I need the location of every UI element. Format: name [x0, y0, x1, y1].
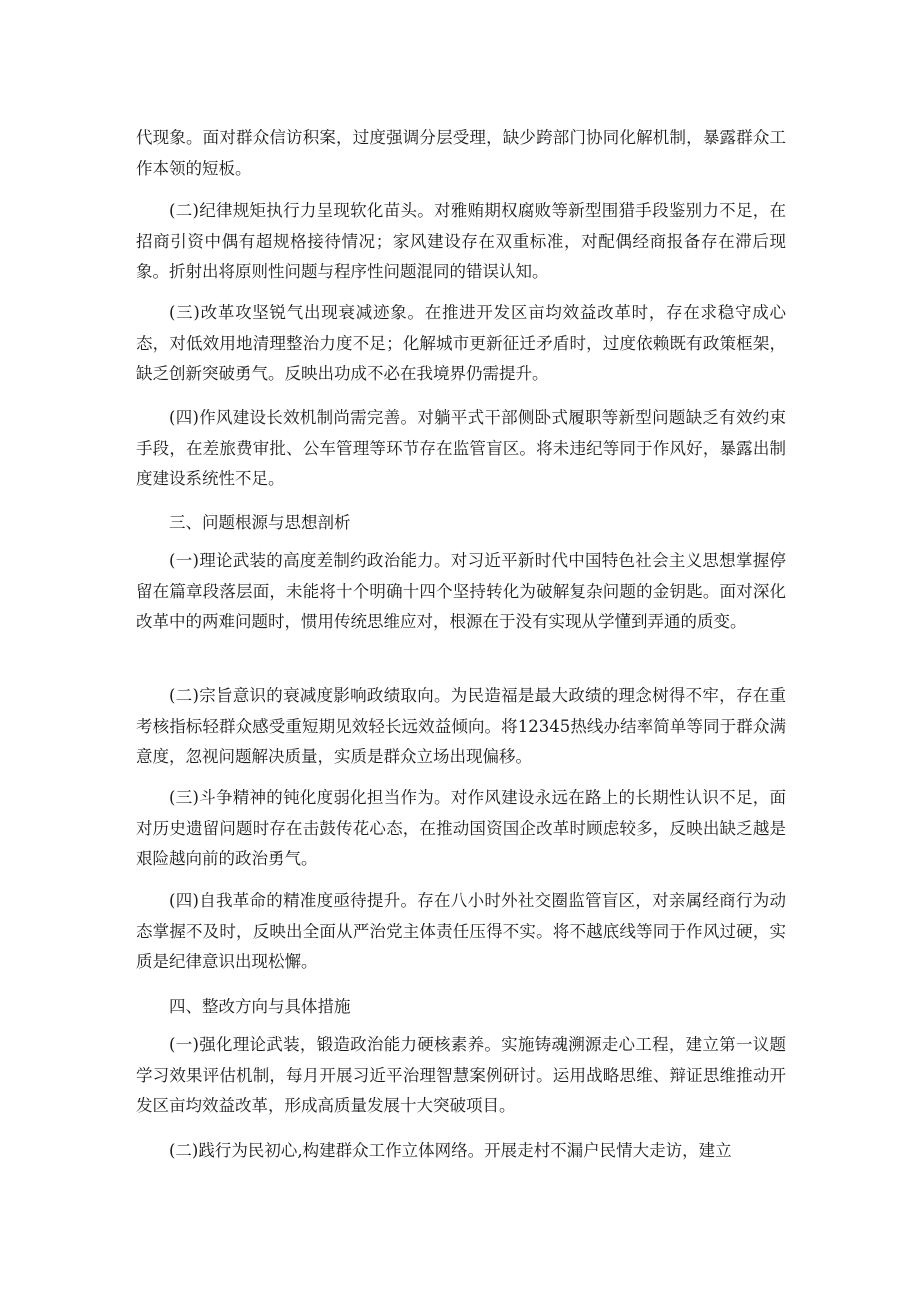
paragraph-purpose: (二)宗旨意识的衰减度影响政绩取向。为民造福是最大政绩的理念树得不牢，存在重考核指标轻群众感受重短期见效轻长远效益倾向。将12345热线办结率简单等同于群众满意度，忽视问题解决质量，实质是群众立场出现偏移。: [136, 686, 786, 766]
section-heading-3: 三、问题根源与思想剖析: [169, 513, 351, 532]
paragraph-theory-measures: (一)强化理论武装，锻造政治能力硬核素养。实施铸魂溯源走心工程，建立第一议题学习效果评估机制，每月开展习近平治理智慧案例研讨。运用战略思维、辩证思维推动开发区亩均效益改革，形成高质量发展十大突破项目。: [136, 1035, 786, 1115]
paragraph-continuation: 代现象。面对群众信访积案，过度强调分层受理，缺少跨部门协同化解机制，暴露群众工作本领的短板。: [136, 128, 786, 178]
paragraph-style-mechanism: (四)作风建设长效机制尚需完善。对躺平式干部侧卧式履职等新型问题缺乏有效约束手段，在差旅费审批、公车管理等环节存在监管盲区。将未违纪等同于作风好，暴露出制度建设系统性不足。: [136, 408, 786, 488]
paragraph-struggle: (三)斗争精神的钝化度弱化担当作为。对作风建设永远在路上的长期性认识不足，面对历史遗留问题时存在击鼓传花心态，在推动国资国企改革时顾虑较多，反映出缺乏越是艰险越向前的政治勇气。: [136, 788, 786, 868]
paragraph-people-measures: (二)践行为民初心,构建群众工作立体网络。开展走村不漏户民情大走访，建立: [169, 1141, 732, 1160]
paragraph-theory: (一)理论武装的高度差制约政治能力。对习近平新时代中国特色社会主义思想掌握停留在篇章段落层面，未能将十个明确十四个坚持转化为破解复杂问题的金钥匙。面对深化改革中的两难问题时，惯用传统思维应对，根源在于没有实现从学懂到弄通的质变。: [136, 551, 786, 631]
paragraph-discipline: (二)纪律规矩执行力呈现软化苗头。对雅贿期权腐败等新型围猎手段鉴别力不足，在招商引资中偶有超规格接待情况；家风建设存在双重标准，对配偶经商报备存在滞后现象。折射出将原则性问题与程序性问题混同的错误认知。: [136, 201, 786, 281]
paragraph-reform: (三)改革攻坚锐气出现衰减迹象。在推进开发区亩均效益改革时，存在求稳守成心态，对低效用地清理整治力度不足；化解城市更新征迁矛盾时，过度依赖既有政策框架，缺乏创新突破勇气。反映出功成不必在我境界仍需提升。: [136, 303, 786, 383]
section-heading-4: 四、整改方向与具体措施: [169, 997, 351, 1016]
paragraph-self-revolution: (四)自我革命的精准度亟待提升。存在八小时外社交圈监管盲区，对亲属经商行为动态掌握不及时，反映出全面从严治党主体责任压得不实。将不越底线等同于作风过硬，实质是纪律意识出现松懈。: [136, 891, 786, 971]
